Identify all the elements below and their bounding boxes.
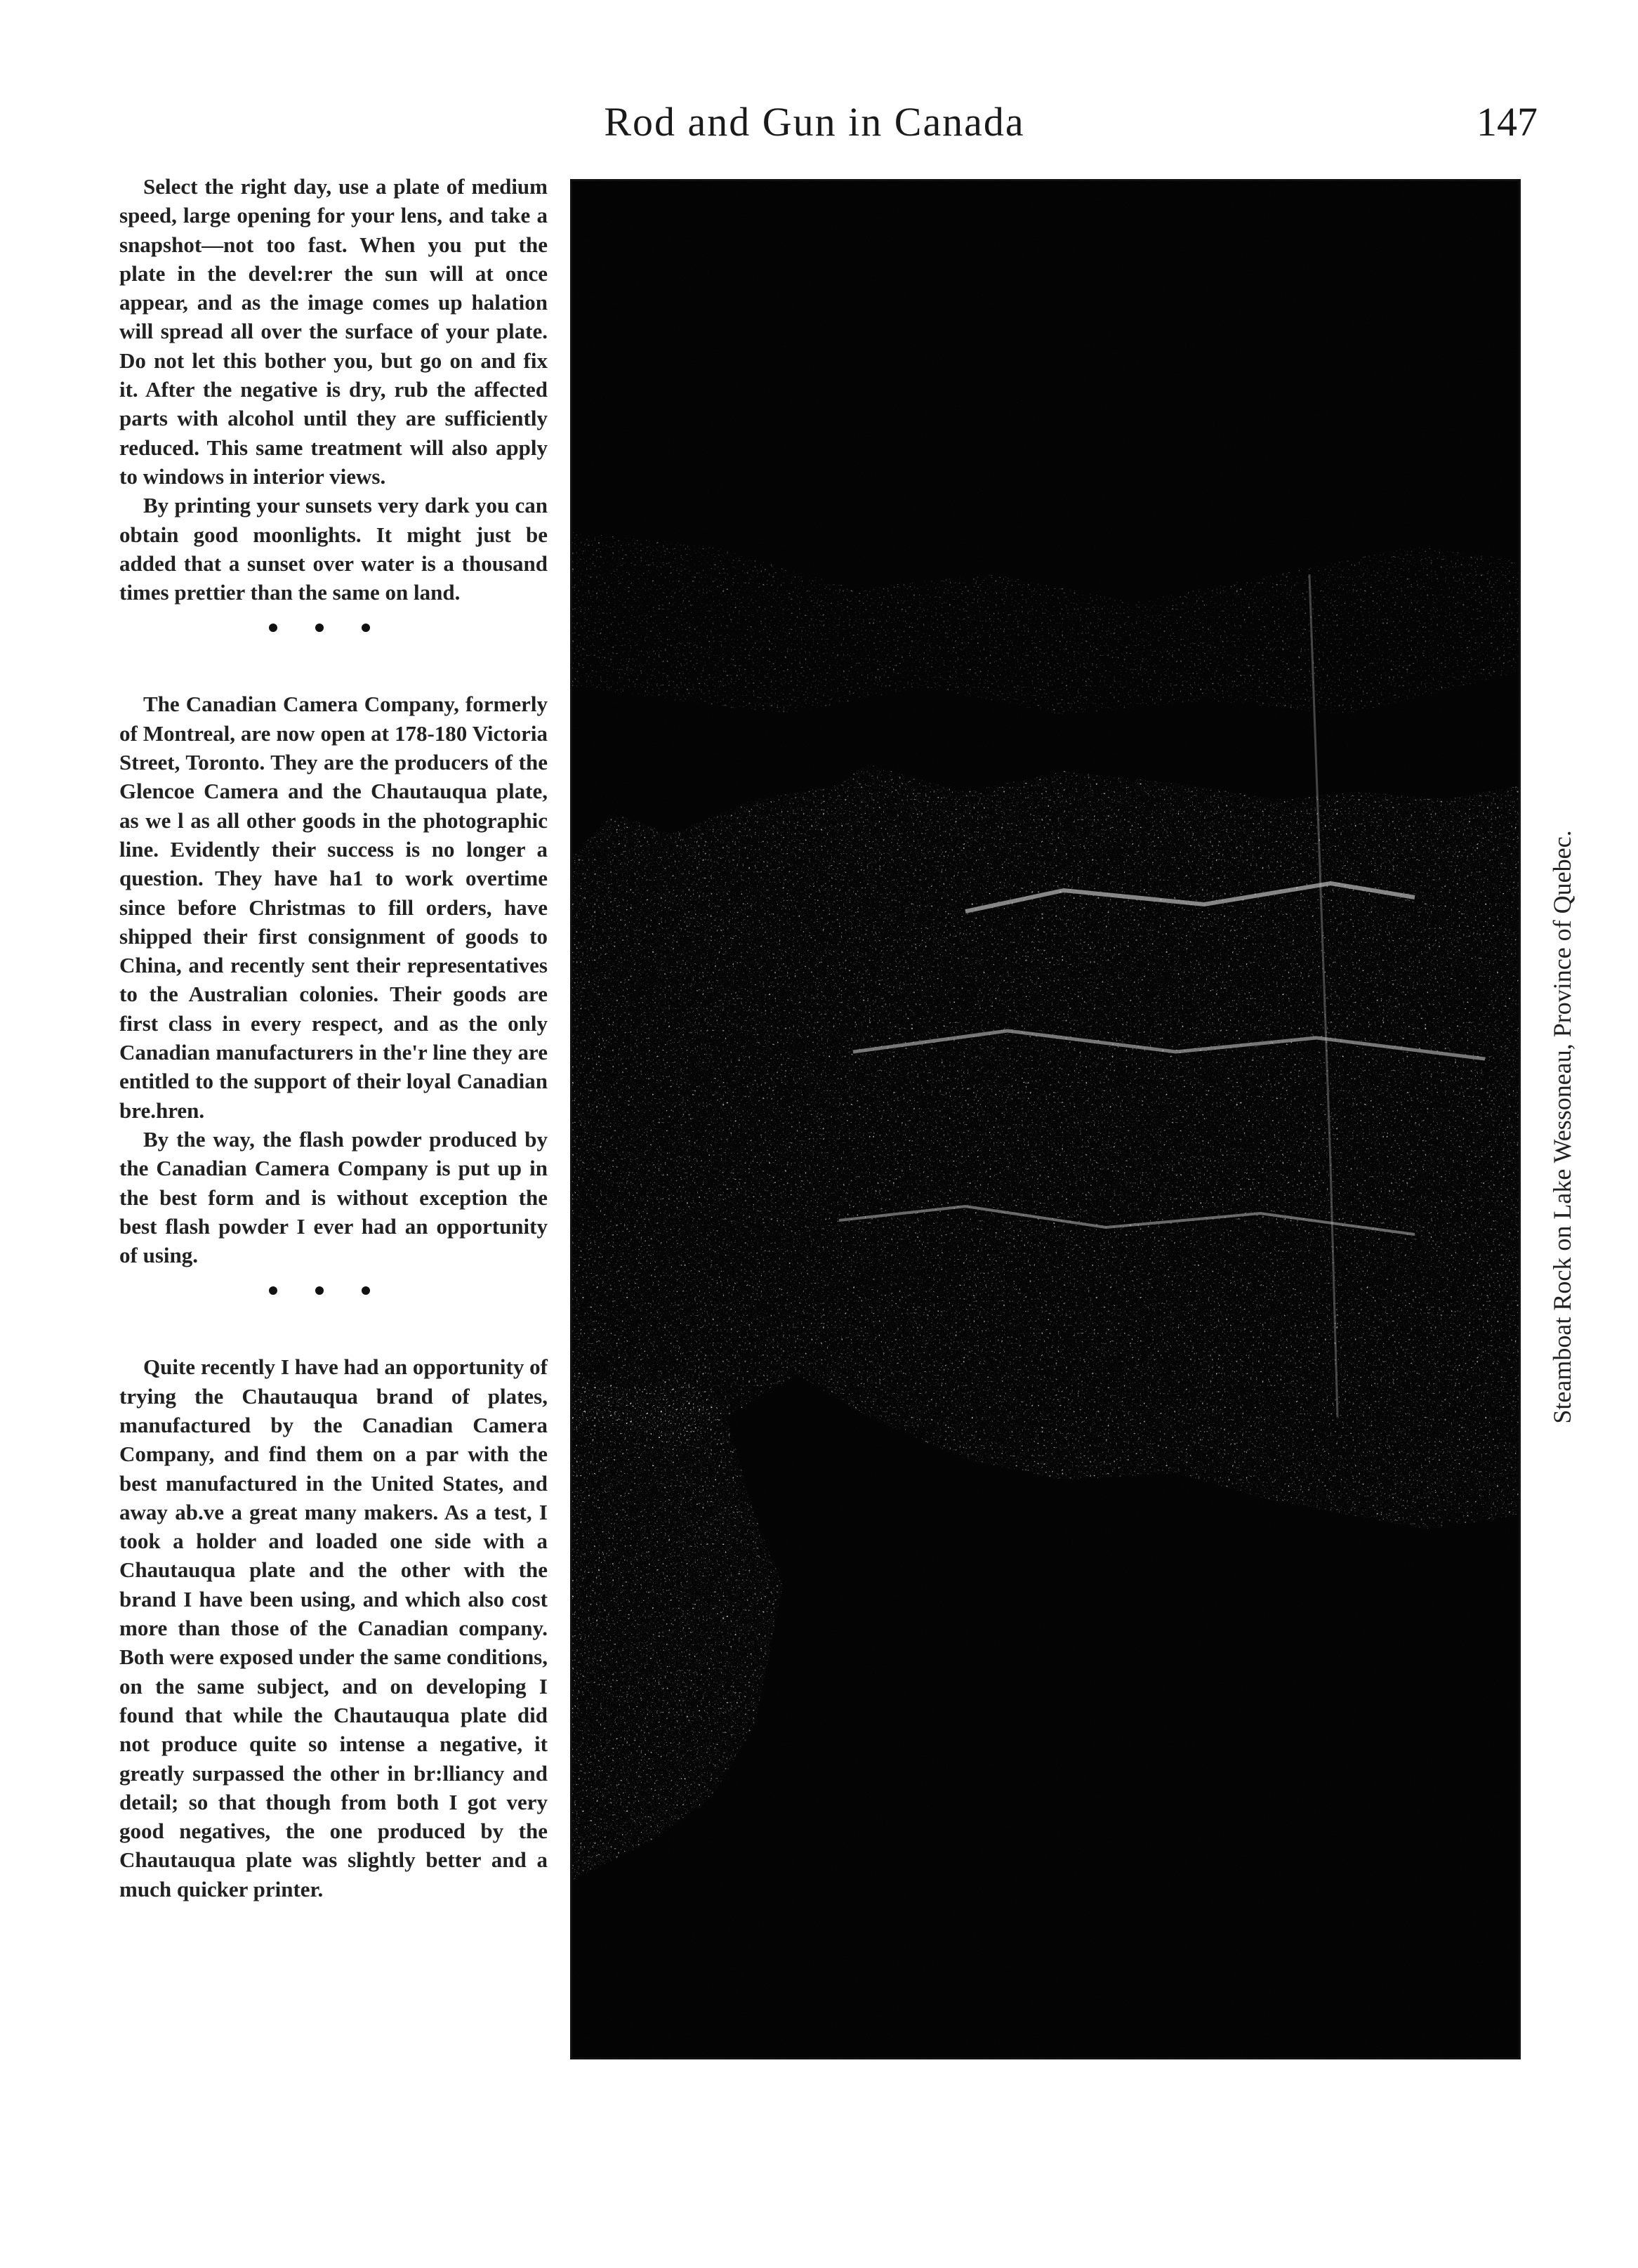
section-break-dots [119,624,548,632]
photo-caption-text: Steamboat Rock on Lake Wessoneau, Province of Quebec. [1548,830,1576,1424]
article-paragraph: By printing your sunsets very dark you can obtain good moonlights. It might just be added that a sunset over water is a thousand times prettier than the same on land. [119,493,548,605]
page-header-title: Rod and Gun in Canada [604,99,1025,145]
article-column [119,172,548,1904]
photo-caption [1541,765,1583,1489]
article-paragraph: By the way, the flash powder produced by the Canadian Camera Company is put up in the best form and is without exception the best flash powder I ever had an opportunity of using. [119,1126,548,1268]
running-header [0,98,1638,154]
rock-photo-illustration [572,181,1519,2057]
section-break-dots [119,1286,548,1295]
article-paragraph: Select the right day, use a plate of medium speed, large opening for your lens, and take a snapshot—not too fast. When you put the plate in the devel:rer the sun will at once appear, and as the image comes up halation will spread all over the surface of your plate. Do not let this bother you, but go on and fix it. After the negative is dry, rub the affected parts with alcohol until they are sufficiently reduced. This same treatment will also apply to windows in interior views. [119,174,548,489]
article-paragraph: The Canadian Camera Company, formerly of Montreal, are now open at 178-180 Victoria Street, Toronto. They are the producers of the Glencoe Camera and the Chautauqua plate, as we l as all other goods in the photographic line. Evidently their success is no longer a question. They have ha1 to work overtime since before Christmas to fill orders, have shipped their first consignment of goods to China, and recently sent their representatives to the Australian colonies. Their goods are first class in every respect, and as the only Canadian manufacturers in the'r line they are entitled to the support of their loyal Canadian bre.hren. [119,692,548,1123]
halftone-photograph [570,179,1521,2059]
article-paragraph: Quite recently I have had an opportunity of trying the Chautauqua brand of plates, manufactured by the Canadian Camera Company, and find them on a par with the best manufactured in the United States, and away ab.ve a great many makers. As a test, I took a holder and loaded one side with a Chautauqua plate and the other with the brand I have been using, and which also cost more than those of the Canadian company. Both were exposed under the same conditions, on the same subject, and on developing I found that while the Chautauqua plate did not produce quite so intense a negative, it greatly surpassed the other in br:lliancy and detail; so that though from both I got very good negatives, the one produced by the Chautauqua plate was slightly better and a much quicker printer. [119,1354,548,1901]
page-number: 147 [1477,99,1538,145]
